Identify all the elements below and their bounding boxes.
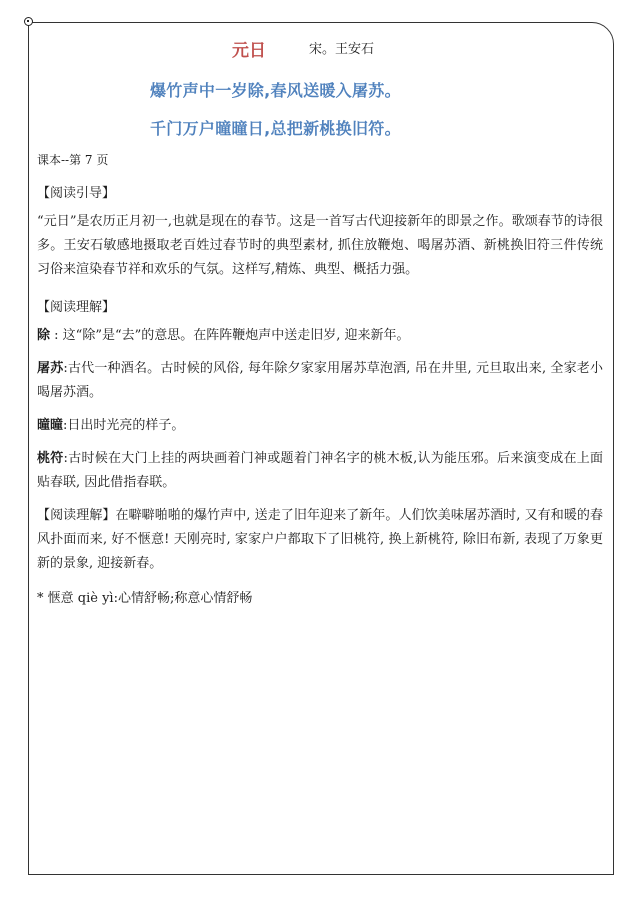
vocab-term: 屠苏 xyxy=(37,361,64,376)
document-content xyxy=(37,36,603,606)
vocab-definition: 古时候在大门上挂的两块画着门神或题着门神名字的桃木板,认为能压邪。后来演变成在上面贴春联, 因此借指春联。 xyxy=(37,451,603,490)
summary-text: 在噼噼啪啪的爆竹声中, 送走了旧年迎来了新年。人们饮美味屠苏酒时, 又有和暖的春风扑面而来, 好不惬意! 天刚亮时, 家家户户都取下了旧桃符, 换上新桃符, 除旧布新, 表现了万象更新的景象, 迎接新春。 xyxy=(37,508,603,571)
poem-verse-1: 爆竹声中一岁除,春风送暖入屠苏。 xyxy=(150,81,401,100)
vocab-term: 曈曈 xyxy=(37,418,64,433)
reading-guide-heading: 【阅读引导】 xyxy=(37,186,116,201)
vocab-definition: 日出时光亮的样子。 xyxy=(67,418,185,433)
poem-author: 宋。王安石 xyxy=(309,42,375,57)
vocab-separator: : xyxy=(50,328,63,343)
vocab-term: 除 xyxy=(37,328,51,343)
vocab-entry-taofu xyxy=(37,447,603,495)
vocab-separator: : xyxy=(63,451,68,466)
reading-guide-text: “元日”是农历正月初一,也就是现在的春节。这是一首写古代迎接新年的即景之作。歌颂春节的诗很多。王安石敏感地摄取老百姓过春节时的典型素材, 抓住放鞭炮、喝屠苏酒、新桃换旧符三件传统习俗来渲染春节祥和欢乐的气氛。这样写,精炼、典型、概括力强。 xyxy=(37,214,603,277)
vocab-entry-tusu xyxy=(37,357,603,405)
anchor-icon xyxy=(24,17,33,26)
footnote: * 惬意 qiè yì:心情舒畅;称意心情舒畅 xyxy=(37,591,253,606)
textbook-page-reference: 课本--第 7 页 xyxy=(37,153,109,167)
reading-comprehension-heading: 【阅读理解】 xyxy=(37,300,116,315)
summary-heading: 【阅读理解】 xyxy=(37,508,116,523)
vocab-definition: 古代一种酒名。古时候的风俗, 每年除夕家家用屠苏草泡酒, 吊在井里, 元旦取出来, 全家老小喝屠苏酒。 xyxy=(37,361,603,400)
poem-verse-2: 千门万户曈曈日,总把新桃换旧符。 xyxy=(150,119,401,138)
vocab-definition: 这“除”是“去”的意思。在阵阵鞭炮声中送走旧岁, 迎来新年。 xyxy=(62,328,410,343)
vocab-entry-tongtong xyxy=(37,414,603,438)
vocab-separator: : xyxy=(63,418,68,433)
poem-title: 元日 xyxy=(232,41,266,61)
summary-paragraph xyxy=(37,504,603,576)
vocab-separator: : xyxy=(63,361,68,376)
vocab-entry-chu xyxy=(37,324,603,348)
vocab-term: 桃符 xyxy=(37,451,64,466)
poem-title-row xyxy=(37,36,603,60)
